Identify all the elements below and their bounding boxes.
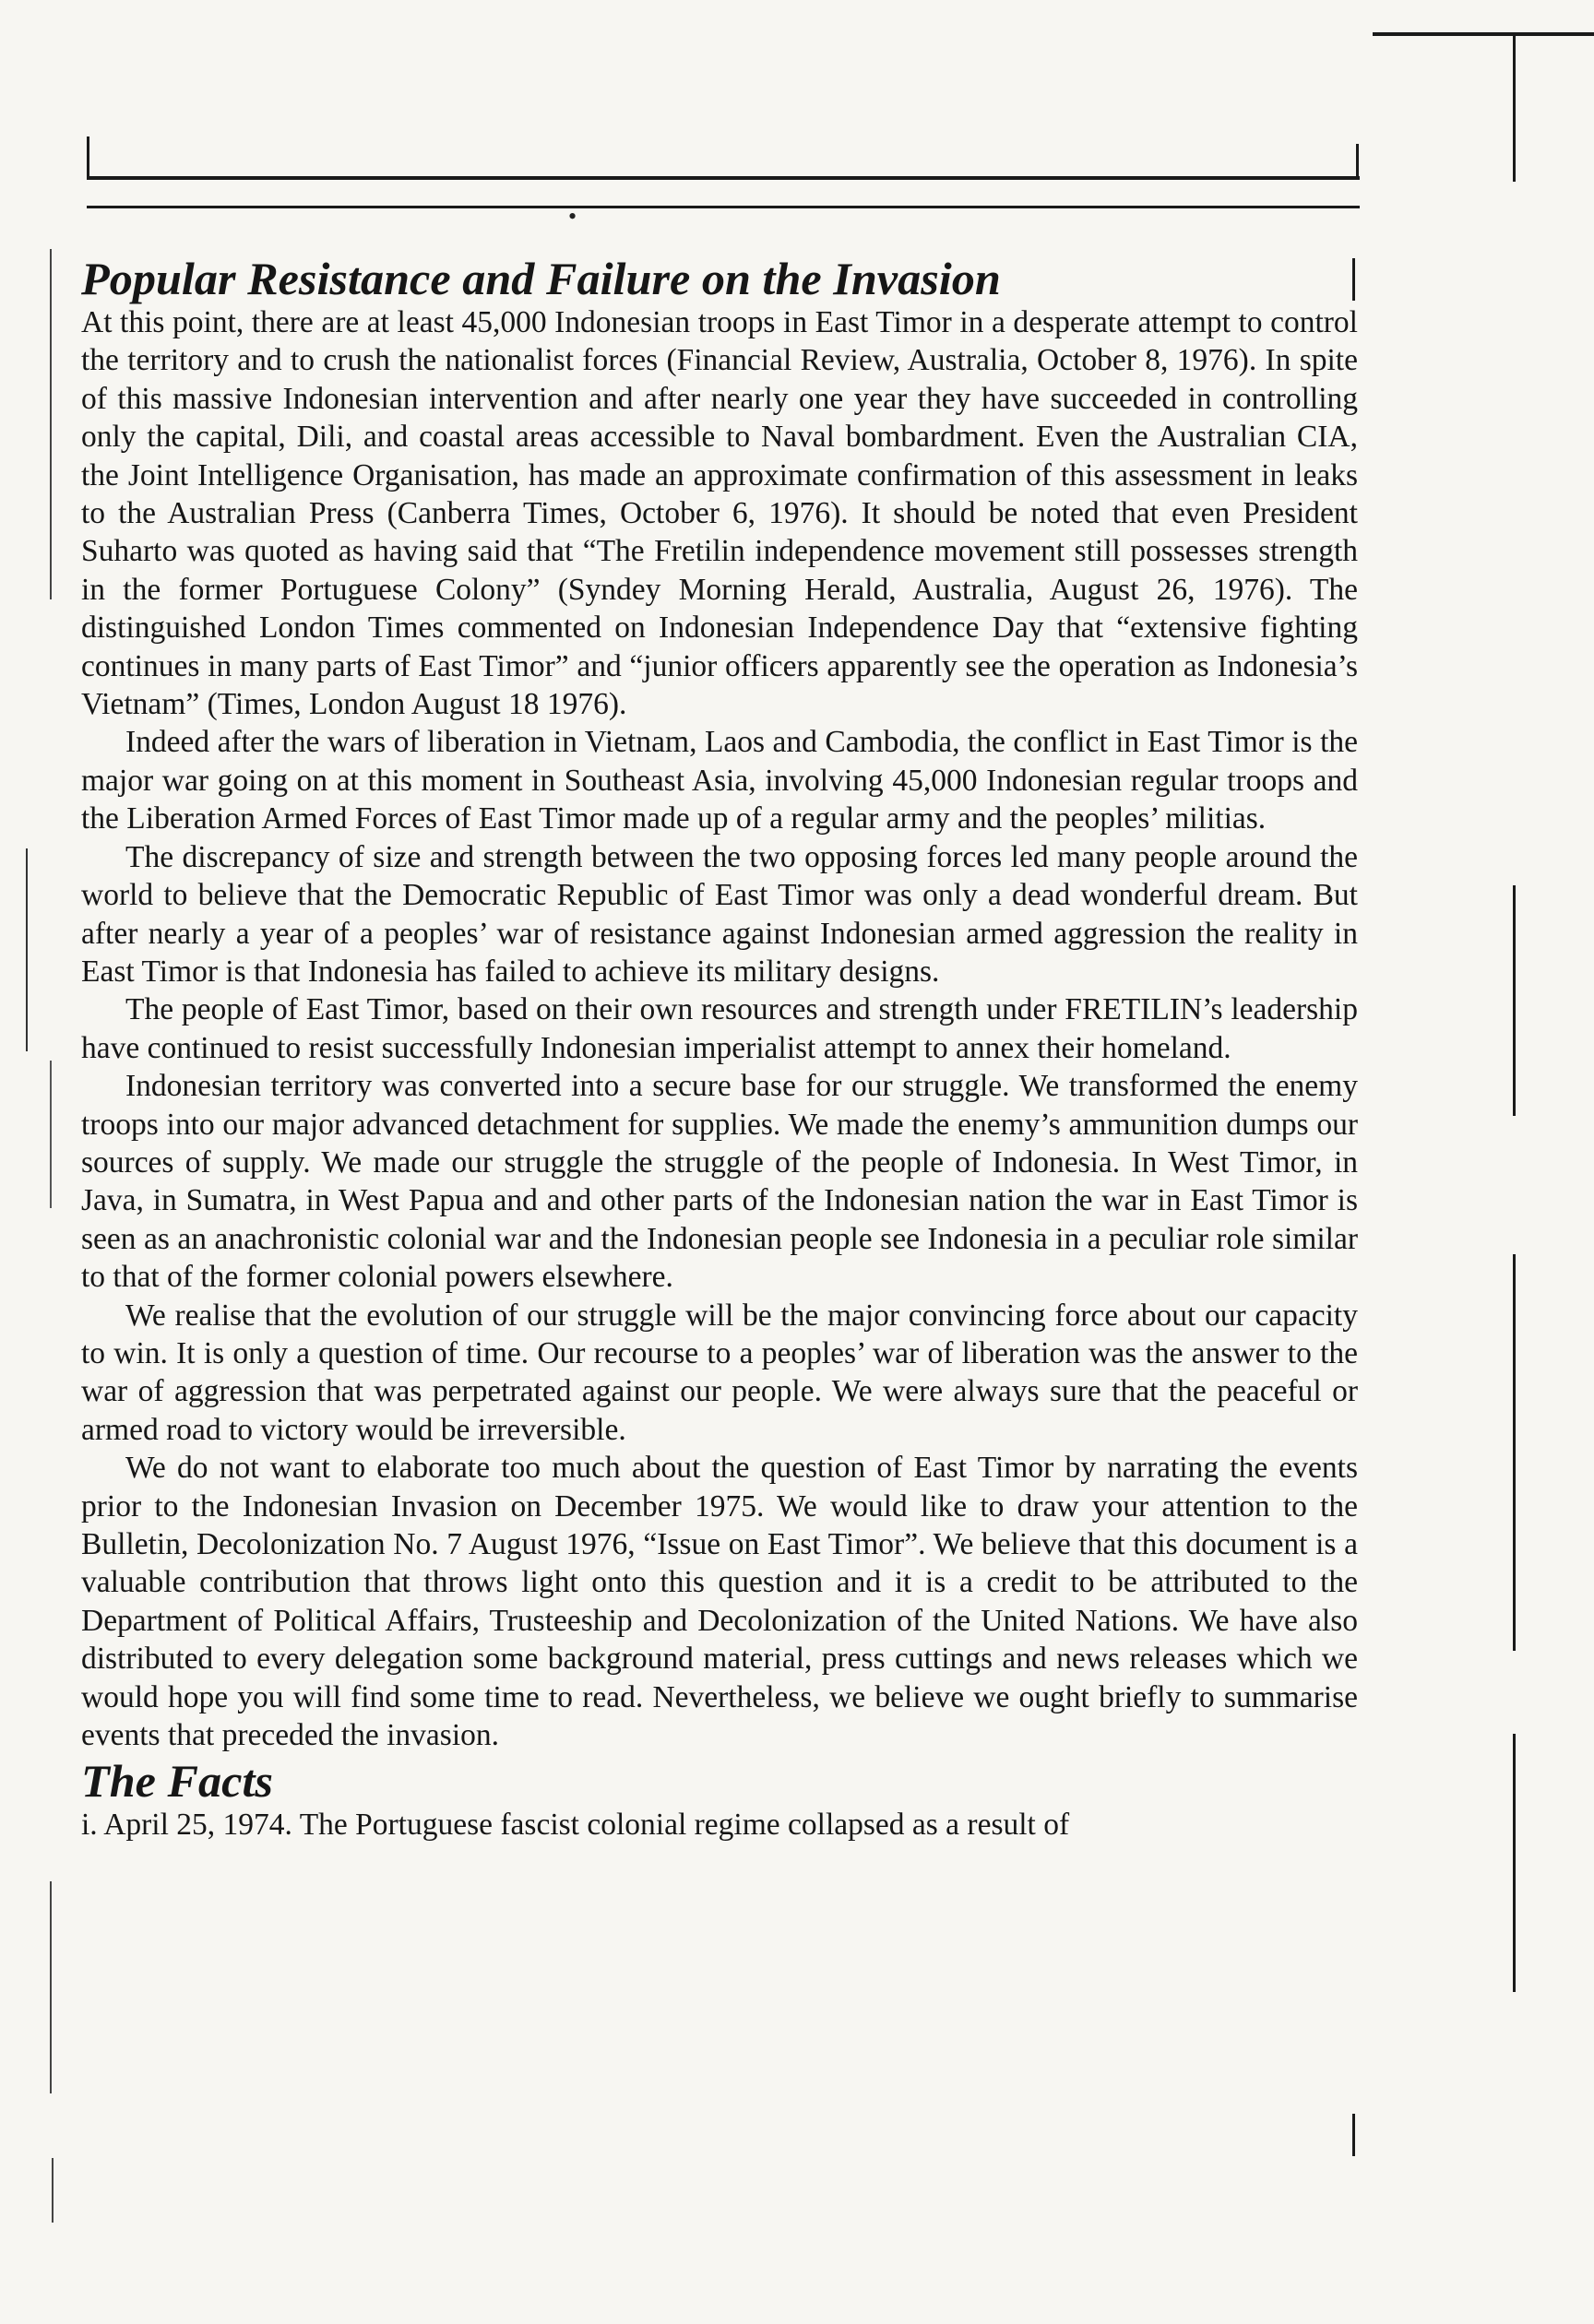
header-box-left-edge <box>87 136 89 179</box>
paragraph: We realise that the evolution of our struggle will be the major convincing force about our capacity to win. It is only a question of time. Our recourse to a peoples’ war of liberation was the answer to the war of aggression that was perpetrated against our people. We were always sure that the peaceful or armed road to victory would be irreversible. <box>81 1298 1358 1447</box>
left-margin-scan-line <box>52 2158 54 2223</box>
paragraph: Indonesian territory was converted into a secure base for our struggle. We transformed the enemy troops into our major advanced detachment for supplies. We made the enemy’s ammunition dumps our sources of supply. We made our struggle the struggle of the people of Indonesia. In West Timor, in Java, in Sumatra, in West Papua and and other parts of the Indonesian nation the war in East Timor is seen as an anachronistic colonial war and the Indonesian people see Indonesia in a peculiar role similar to that of the former colonial powers elsewhere. <box>81 1069 1358 1295</box>
document-body <box>81 254 1358 1844</box>
paragraph: Indeed after the wars of liberation in Vietnam, Laos and Cambodia, the conflict in East Timor is the major war going on at this moment in Southeast Asia, involving 45,000 Indonesian regular troops and the Liberation Armed Forces of East Timor made up of a regular army and the peoples’ militias. <box>81 725 1358 836</box>
left-margin-scan-line <box>26 848 28 1051</box>
header-rule-right-vertical <box>1513 34 1516 182</box>
header-box-bottom-rule <box>87 176 1360 180</box>
paragraph: The discrepancy of size and strength between the two opposing forces led many people around the world to believe that the Democratic Republic of East Timor was only a dead wonderful dream. But after nearly a year of a peoples’ war of resistance against Indonesian armed aggression the reality in East Timor is that Indonesia has failed to achieve its military designs. <box>81 839 1358 989</box>
section-heading-resistance: Popular Resistance and Failure on the Invasion <box>81 253 1001 304</box>
right-margin-scan-line <box>1513 1254 1516 1651</box>
header-rule-top-right <box>1373 32 1594 36</box>
header-box-right-edge <box>1356 144 1359 179</box>
scan-mark: • <box>568 203 577 230</box>
paragraph: At this point, there are at least 45,000 Indonesian troops in East Timor in a desperate attempt to control the territory and to crush the nationalist forces (Financial Review, Australia, October 8, 1976). In spite of this massive Indonesian intervention and after nearly one year they have succeeded in controlling only the capital, Dili, and coastal areas accessible to Naval bombardment. Even the Australian CIA, the Joint Intelligence Organisation, has made an approximate confirmation of this assessment in leaks to the Australian Press (Canberra Times, October 6, 1976). It should be noted that even President Suharto was quoted as having said that “The Fretilin independence movement still possesses strength in the former Portuguese Colony” (Syndey Morning Herald, Australia, August 26, 1976). The distinguished London Times commented on Indonesian Independence Day that “extensive fighting continues in many parts of East Timor” and “junior officers apparently see the operation as Indonesia’s Vietnam” (Times, London August 18 1976). <box>81 305 1358 722</box>
right-margin-scan-line <box>1513 885 1516 1116</box>
left-margin-scan-line <box>50 1881 52 2093</box>
left-margin-scan-line <box>50 249 52 599</box>
paragraph: The people of East Timor, based on their own resources and strength under FRETILIN’s leadership have continued to resist successfully Indonesian imperialist attempt to annex their homeland. <box>81 992 1358 1065</box>
facts-list-item: i. April 25, 1974. The Portuguese fascist colonial regime collapsed as a result of <box>81 1808 1070 1843</box>
right-facts-bar <box>1352 2114 1355 2156</box>
right-margin-scan-line <box>1513 1734 1516 1992</box>
section-heading-facts: The Facts <box>81 1755 273 1808</box>
left-margin-scan-line <box>50 1061 52 1208</box>
section-divider-rule <box>87 206 1360 208</box>
paragraph: We do not want to elaborate too much about the question of East Timor by narrating the events prior to the Indonesian Invasion on December 1975. We would like to draw your attention to the Bulletin, Decolonization No. 7 August 1976, “Issue on East Timor”. We believe that this document is a valuable contribution that throws light onto this question and it is a credit to be attributed to the Department of Political Affairs, Trusteeship and Decolonization of the United Nations. We have also distributed to every delegation some background material, press cuttings and news releases which we would hope you will find some time to read. Nevertheless, we believe we ought briefly to summarise events that preceded the invasion. <box>81 1451 1358 1753</box>
